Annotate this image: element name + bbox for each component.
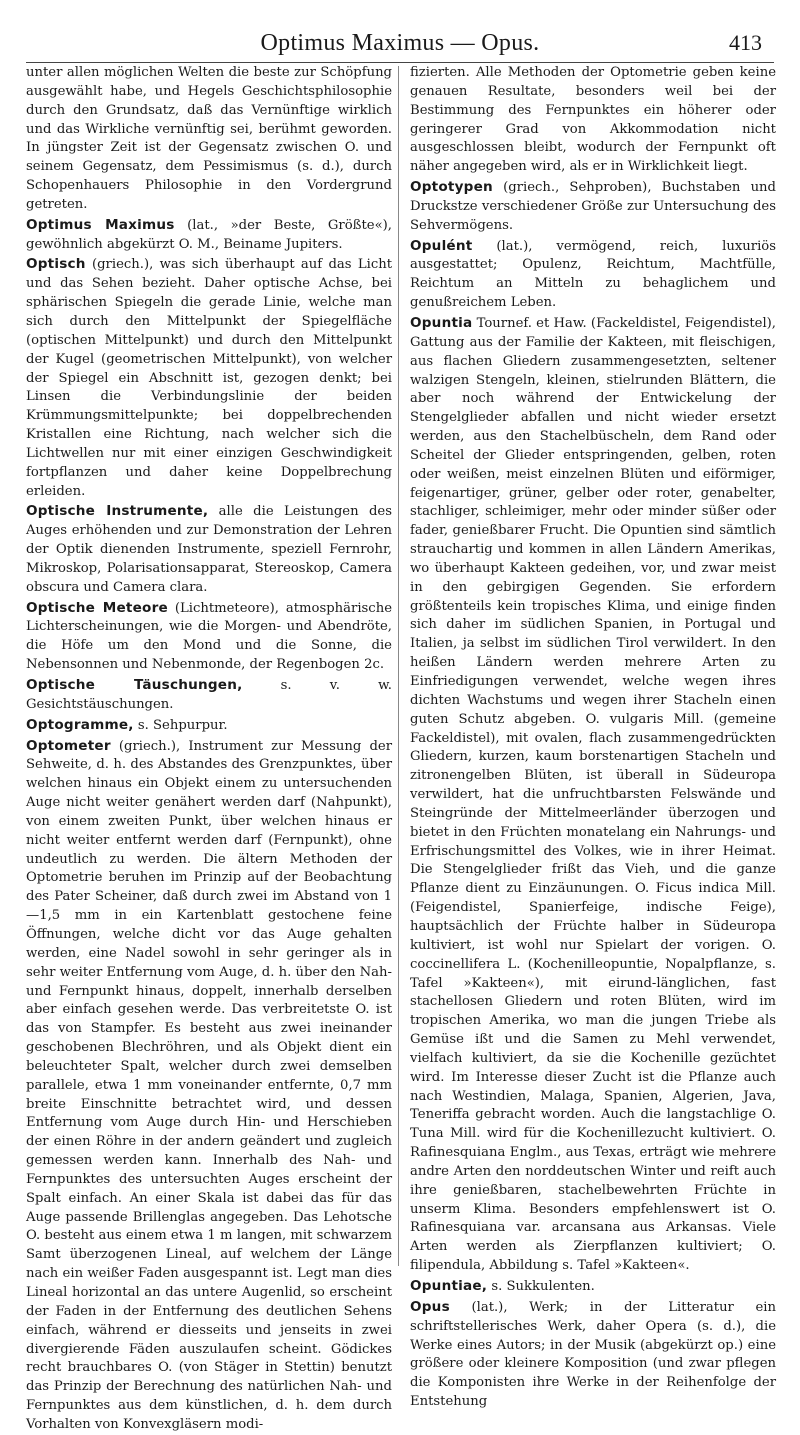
entry-text: Tournef. et Haw. (Fackeldistel, Feigendistel), Gattung aus der Familie der Kakteen, mit fleischigen, aus flachen Gliedern zusammengesetzten, seltener walzigen Stengeln, kleinen, stielrunden Blättern, die aber noch während der Entwickelung der Stengelglieder abfallen und nicht wieder ersetzt werden, aus den Stachelbüscheln, dem Rand oder Scheitel der Glieder entspringenden, gelben, roten oder weißen, meist einzelnen Blüten und eiförmiger, feigenartiger, grüner, gelber oder roter, genabelter, stachliger, schleimiger, mehr oder minder süßer oder fader, genießbarer Frucht. Die Opuntien sind sämtlich strauchartig und kommen in allen Ländern Amerikas, wo überhaupt Kakteen gedeihen, vor, und zwar meist in den gebirgigen Gegenden. Sie erfordern größtenteils kein tropisches Klima, und einige finden sich daher im südlichen Spanien, in Portugal und Italien, ja selbst im südlichen Tirol verwildert. In den heißen Ländern werden mehrere Arten zu Einfriedigungen verwendet, welche wegen ihres dichten Wachstums und wegen ihrer Stacheln einen guten Schutz abgeben. O. vulgaris Mill. (gemeine Fackeldistel), mit ovalen, flach zusammengedrückten Gliedern, kurzen, kaum borstenartigen Stacheln und zitronengelben Blüten, ist überall in Südeuropa verwildert, hat die unfruchtbarsten Felswände und Steingründe der Mittelmeerländer überzogen und bietet in den Früchten monatelang ein Nahrungs- und Erfrischungsmittel des Volkes, wie in ihrer Heimat. Die Stengelglieder frißt das Vieh, und die ganze Pflanze dient zu Einzäunungen. O. Ficus indica Mill. (Feigendistel, Spanierfeige, indische Feige), hauptsächlich der Früchte halber in Südeuropa kultiviert, ist wohl nur Spielart der vorigen. O. coccinellifera L. (Kochenilleopuntie, Nopalpflanze, s. Tafel »Kakteen«), mit eirund-länglichen, fast stachellosen Gliedern und roten Blüten, wird im tropischen Amerika, wo man die jungen Triebe als Gemüse ißt und die Samen zu Mehl verwendet, vielfach kultiviert, da sie die Kochenille gezüchtet wird. Im Interesse dieser Zucht ist die Pflanze auch nach Westindien, Malaga, Spanien, Algerien, Java, Teneriffa gebracht worden. Auch die langstachlige O. Tuna Mill. wird für die Kochenillezucht kultiviert. O. Rafinesquiana Englm., aus Texas, erträgt wie mehrere andre Arten den norddeutschen Winter und reift auch ihre genießbaren, stachelbewehrten Früchte in unserm Klima. Besonders empfehlenswert ist O. Rafinesquiana var. arcansana aus Arkansas. Viele Arten werden als Zierpflanzen kultiviert; O. filipendula, Abbildung s. Tafel »Kakteen«. [410,315,776,1274]
right-column [410,64,776,1410]
column-divider [398,66,399,1266]
headword: Opulént [410,237,473,254]
entry-text: (griech.), Instrument zur Messung der Sehweite, d. h. des Abstandes des Grenzpunktes, über welchen hinaus ein Objekt einem zu untersuchenden Auge nicht weiter genähert werden darf (Nahpunkt), von einem zweiten Punkt, über welchen hinaus er nicht weiter entfernt werden darf (Fernpunkt), ohne undeutlich zu werden. Die ältern Methoden der Optometrie beruhen im Prinzip auf der Beobachtung des Pater Scheiner, daß durch zwei im Abstand von 1—1,5 mm in ein Kartenblatt gestochene feine Öffnungen, welche dicht vor das Auge gehalten werden, eine Nadel sowohl in sehr geringer als in sehr weiter Entfernung vom Auge, d. h. über den Nah- und Fernpunkt hinaus, doppelt, innerhalb derselben aber einfach gesehen werde. Das verbreitetste O. ist das von Stampfer. Es besteht aus zwei ineinander geschobenen Blechröhren, und als Objekt dient ein beleuchteter Spalt, welcher durch zwei demselben parallele, etwa 1 mm voneinander entfernte, 0,7 mm breite Einschnitte betrachtet wird, und dessen Entfernung vom Auge durch Hin- und Herschieben der einen Röhre in der andern geändert und zugleich gemessen werden kann. Innerhalb des Nah- und Fernpunktes des untersuchten Auges erscheint der Spalt einfach. An einer Skala ist dabei das für das Auge passende Brillenglas angegeben. Das Lehotsche O. besteht aus einem etwa 1 m langen, mit schwarzem Samt überzogenen Lineal, auf welchem der Länge nach ein weißer Faden ausgespannt ist. Legt man dies Lineal horizontal an das untere Augenlid, so erscheint der Faden in der Entfernung des deutlichen Sehens einfach, während er diesseits und jenseits in zwei divergierende Fäden auszulaufen scheint. Gödickes recht brauchbares O. (von Stäger in Stettin) benutzt das Prinzip der Berechnung des natürlichen Nah- und Fernpunktes aus dem künstlichen, d. h. dem durch Vorhalten von Konvexgläsern modi- [26,738,392,1432]
entry-text: (lat., »der Beste, Größte«), gewöhnlich abgekürzt O. M., Beiname Jupiters. [26,217,392,252]
headword: Opus [410,1298,450,1315]
entry-text: s. v. w. Gesichtstäuschungen. [26,678,393,712]
entry-continuation [26,64,392,215]
page-header [0,14,800,54]
headword: Optimus Maximus [26,216,175,233]
entry-text: s. Sehpurpur. [133,717,228,733]
headword: Optische Instrumente, [26,503,209,520]
entry-optimus-maximus [26,216,392,255]
entry-opuntiae [410,1277,776,1297]
headword: Optotypen [410,179,493,196]
entry-text: fizierten. Alle Methoden der Optometrie geben keine genauen Resultate, besonders weil bei der Bestimmung des Fernpunktes ein höherer oder geringerer Grad von Akkommodation nicht ausgeschlossen bleibt, wodurch der Fernpunkt oft näher angegeben wird, als er in Wirklichkeit liegt. [410,65,776,175]
entry-optotypen [410,178,776,236]
entry-opus [410,1298,776,1412]
page-number: 413 [729,30,762,55]
entry-optische-taeuschungen [26,676,392,715]
headword: Opuntiae, [410,1278,488,1294]
entry-optometer [26,737,392,1435]
headword: Optometer [26,737,111,754]
entry-text: (lat.), Werk; in der Litteratur ein schriftstellerisches Werk, daher Opera (s. d.), die Werke eines Autors; in der Musik (abgekürzt op.) eine größere oder kleinere Komposition (und zwar pflegen die Komponisten ihre Werke in der Reihenfolge der Entstehung [410,1299,776,1410]
entry-optische-meteore [26,599,392,675]
entry-opulent [410,237,776,313]
entry-text: (griech., Sehproben), Buchstaben und Druckstze verschiedener Größe zur Untersuchung des Sehvermögens. [410,180,776,233]
header-rule [26,62,774,63]
headword: Optische Täuschungen, [26,677,243,693]
headword: Opuntia [410,314,473,331]
entry-text: (griech.), was sich überhaupt auf das Licht und das Sehen bezieht. Daher optische Achse, bei sphärischen Spiegeln die gerade Linie, welche man sich durch den Mittelpunkt der Spiegelfläche (optischen Mittelpunkt) und durch den Mittelpunkt der Kugel (geometrischen Mittelpunkt), von welcher der Spiegel ein Abschnitt ist, gezogen denkt; bei Linsen die Verbindungslinie der beiden Krümmungsmittelpunkte; bei doppelbrechenden Kristallen eine Richtung, nach welcher sich die Lichtwellen nur mit einer einzigen Geschwindigkeit fortpflanzen und daher keine Doppelbrechung erleiden. [26,257,392,499]
entry-optogramme [26,716,392,736]
headword: Optische Meteore [26,599,168,616]
entry-text: alle die Leistungen des Auges erhöhenden und zur Demonstration der Lehren der Optik dienenden Instrumente, speziell Fernrohr, Mikroskop, Polarisationsapparat, Stereoskop, Camera obscura und Camera clara. [26,504,393,595]
entry-optische-instrumente [26,502,392,597]
entry-continuation [410,64,776,177]
entry-text: (lat.), vermögend, reich, luxuriös ausgestattet; Opulenz, Reichtum, Machtfülle, Reichtum an Mitteln zu behaglichem und genußreichem Leben. [410,238,776,311]
entry-text: (Lichtmeteore), atmosphärische Lichterscheinungen, wie die Morgen- und Abendröte, die Höfe um den Mond und die Sonne, die Nebensonnen und Nebenmonde, der Regenbogen 2c. [26,600,392,673]
entry-opuntia [410,314,776,1276]
entry-optisch [26,255,392,501]
headword: Optisch [26,256,86,273]
running-title: Optimus Maximus — Opus. [260,30,540,56]
headword: Optogramme, [26,716,134,733]
entry-text: unter allen möglichen Welten die beste zur Schöpfung ausgewählt habe, und Hegels Geschichtsphilosophie durch den Grundsatz, daß das Vernünftige wirklich und das Wirkliche vernünftig sei, berühmt geworden. In jüngster Zeit ist der Gegensatz zwischen O. und seinem Gegensatz, dem Pessimismus (s. d.), durch Schopenhauers Philosophie in den Vordergrund getreten. [26,65,392,212]
left-column [26,64,393,1432]
entry-text: s. Sukkulenten. [487,1279,595,1294]
